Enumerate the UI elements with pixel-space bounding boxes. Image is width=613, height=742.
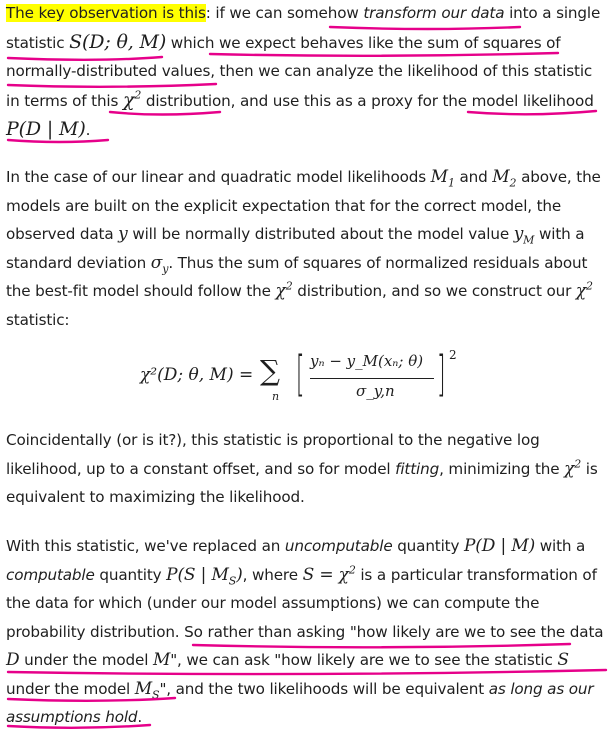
equation-numerator: yₙ − y_M(xₙ; θ)	[310, 352, 424, 370]
paragraph-model-likelihoods: In the case of our linear and quadratic model likelihoods $M_1$ and $M_2$ above, the models are built on the explicit expectation that for the correct model, the observed data y will be normally distributed about the model value $y_M$ with a standard deviation $\sigma_y$. Thus the sum of squares of normalized residuals about the best-fit model should follow the $\chi^2$ distribution, and so we construct our $\chi^2$ statistic:	[6, 167, 601, 329]
chi-squared-equation	[140, 346, 470, 410]
highlighted-text: The key observation is this	[6, 4, 206, 22]
math-model-likelihood: P(D | M)	[6, 118, 86, 140]
equation-lhs: χ²(D; θ, M) =	[140, 365, 254, 385]
equation-denominator: σ_y,n	[356, 382, 395, 400]
bracket-left: [	[296, 346, 305, 402]
summation-symbol: ∑	[260, 354, 280, 387]
fraction-bar	[310, 378, 434, 379]
paragraph-computable-quantity: With this statistic, we've replaced an uncomputable quantity P(D | M) with a computable quantity P(S | $M_S$), where $S = \chi^2$ is a particular transformation of the data for which (under our model assumptions) we can compute the probability distribution. So rather than asking "how likely are we to see the data D under the model M", we can ask "how likely are we to see the statistic S under the model $M_S$", and the two likelihoods will be equivalent as long as our assumptions hold.	[6, 536, 604, 726]
paragraph-coincidentally: Coincidentally (or is it?), this statistic is proportional to the negative log likelihood, up to a constant offset, and so for model fitting, minimizing the $\chi^2$ is equivalent to maximizing the likelihood.	[6, 431, 598, 506]
math-chi: $\chi^2$	[122, 88, 142, 111]
paragraph-key-observation: The key observation is this: if we can somehow transform our data into a single statistic S(D; θ, M) which we expect behaves like the sum of squares of normally-distributed values, then we can analyze the likelihood of this statistic in terms of this $\chi^2$ distribution, and use this as a proxy for the model likelihood P(D | M).	[6, 4, 601, 140]
bracket-right: ]	[437, 346, 446, 402]
summation-index: n	[272, 390, 280, 403]
equation-power: 2	[449, 348, 457, 362]
math-statistic: S(D; θ, M)	[69, 30, 167, 53]
